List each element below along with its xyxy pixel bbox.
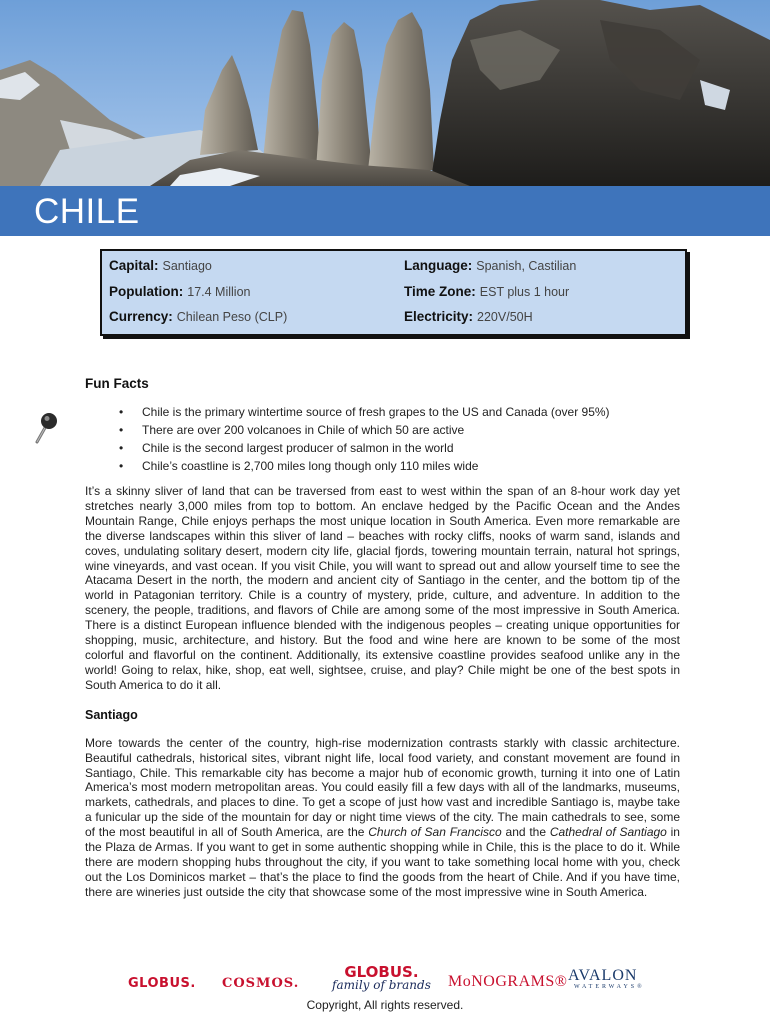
monograms-logo: MoNOGRAMS® <box>448 973 568 990</box>
santiago-text: and the <box>501 825 550 840</box>
fact-label: Language: <box>404 258 473 273</box>
fact-label: Time Zone: <box>404 284 476 299</box>
page-title: CHILE <box>34 192 140 231</box>
list-item <box>119 403 680 421</box>
list-item-text: There are over 200 volcanoes in Chile of which 50 are active <box>142 423 465 437</box>
santiago-paragraph <box>85 736 680 900</box>
fun-facts-heading: Fun Facts <box>85 376 149 391</box>
fact-label: Capital: <box>109 258 159 273</box>
fact-value: 17.4 Million <box>187 285 251 299</box>
facts-row <box>102 309 685 331</box>
fact-value: Santiago <box>162 259 212 273</box>
bullet-icon: • <box>119 423 124 437</box>
santiago-text: in the Plaza de Armas. If you want to get in some authentic shopping while in Chile, this is the place to do it. While there are modern shopping hubs throughout the city, if you want to take something local home with you, check out the Los Dominicos market – that’s the place to find the goods from the heart of Chile. And if you have time, there are wineries just outside the city that showcase some of the most impressive wine in South America. <box>85 825 680 899</box>
fact-population <box>109 284 250 299</box>
fact-currency <box>109 309 287 324</box>
fact-value: EST plus 1 hour <box>479 285 570 299</box>
facts-row <box>102 284 685 306</box>
brand-logos <box>120 963 650 999</box>
chile-intro-paragraph: It’s a skinny sliver of land that can be traversed from east to west within the span of an 8-hour work day yet stretches nearly 3,000 miles from top to bottom. An enclave hedged by the Pacific Ocean and the Andes Mountain Range, Chile enjoys perhaps the most unique location in South America. Even more remarkable are the diverse landscapes within this sliver of land – beaches with rocky cliffs, nooks of warm sand, islands and coves, undulating solitary desert, modern city life, glacial fjords, towering mountain terrain, natural hot springs, wine vineyards, and vast ocean. If you visit Chile, you will want to spread out and allow yourself time to see the Atacama Desert in the north, the modern and ancient city of Santiago in the center, and the bottom tip of the world in Patagonian territory. Chile is a country of mystery, pride, culture, and adventure. In addition to the scenery, the people, traditions, and flavors of Chile are among some of the most impressive in South America. There is a distinct European influence blended with the indigenous peoples – creating unique opportunities for shopping, music, architecture, and history. But the food and wine here are known to be some of the most colorful and flavorful on the continent. Additionally, its extensive coastline provides seafood unlike any in the world! Going to relax, hike, shop, eat well, sightsee, cruise, and play? Chile might be one of the best spots in South America to do it all. <box>85 484 680 692</box>
avalon-logo <box>568 967 645 990</box>
bullet-icon: • <box>119 405 124 419</box>
title-band <box>0 186 770 236</box>
list-item-text: Chile’s coastline is 2,700 miles long though only 110 miles wide <box>142 459 479 473</box>
fun-facts-list <box>119 403 680 475</box>
fact-value: Spanish, Castilian <box>476 259 577 273</box>
list-item <box>119 439 680 457</box>
church-name: Church of San Francisco <box>368 825 502 840</box>
pushpin-icon <box>30 410 60 446</box>
list-item <box>119 421 680 439</box>
globus-family-logo <box>332 963 431 992</box>
family-logo-top: GLOBUS. <box>344 963 419 981</box>
fact-label: Electricity: <box>404 309 474 324</box>
bullet-icon: • <box>119 459 124 473</box>
fact-language <box>404 258 576 273</box>
list-item <box>119 457 680 475</box>
main-content <box>85 376 680 900</box>
fact-time-zone <box>404 284 569 299</box>
hero-photo <box>0 0 770 186</box>
list-item-text: Chile is the primary wintertime source of fresh grapes to the US and Canada (over 95%) <box>142 405 610 419</box>
fact-value: 220V/50H <box>477 310 533 324</box>
family-logo-bottom: family of brands <box>332 978 431 992</box>
santiago-heading: Santiago <box>85 707 138 722</box>
fact-electricity <box>404 309 533 324</box>
cosmos-logo: COSMOS. <box>222 976 300 991</box>
fact-capital <box>109 258 212 273</box>
fact-label: Currency: <box>109 309 173 324</box>
fact-label: Population: <box>109 284 184 299</box>
cathedral-name: Cathedral of Santiago <box>549 825 667 840</box>
list-item-text: Chile is the second largest producer of salmon in the world <box>142 441 454 455</box>
fact-value: Chilean Peso (CLP) <box>176 310 288 324</box>
avalon-logo-top: AVALON <box>568 967 638 984</box>
avalon-logo-bottom: WATERWAYS® <box>574 984 645 990</box>
quick-facts-box <box>100 249 687 336</box>
copyright-text: Copyright, All rights reserved. <box>306 998 464 1012</box>
santiago-text: More towards the center of the country, high-rise modernization contrasts starkly with classic architecture. Beautiful cathedrals, historical sites, vibrant night life, local food variety, and constant movement are found in Santiago, Chile. This remarkable city has become a major hub of economic growth, turning it into one of Latin America’s most modern metropolitan areas. You could easily fill a few days with all of the landmarks, museums, markets, cathedrals, and places to dine. To get a scope of just how vast and incredible Santiago is, maybe take a funicular up the side of the mountain for day or night time views of the city. The main cathedrals to see, some of the most beautiful in all of South America, are the <box>85 735 680 840</box>
globus-logo: GLOBUS. <box>128 976 196 991</box>
facts-row <box>102 258 685 280</box>
bullet-icon: • <box>119 441 124 455</box>
